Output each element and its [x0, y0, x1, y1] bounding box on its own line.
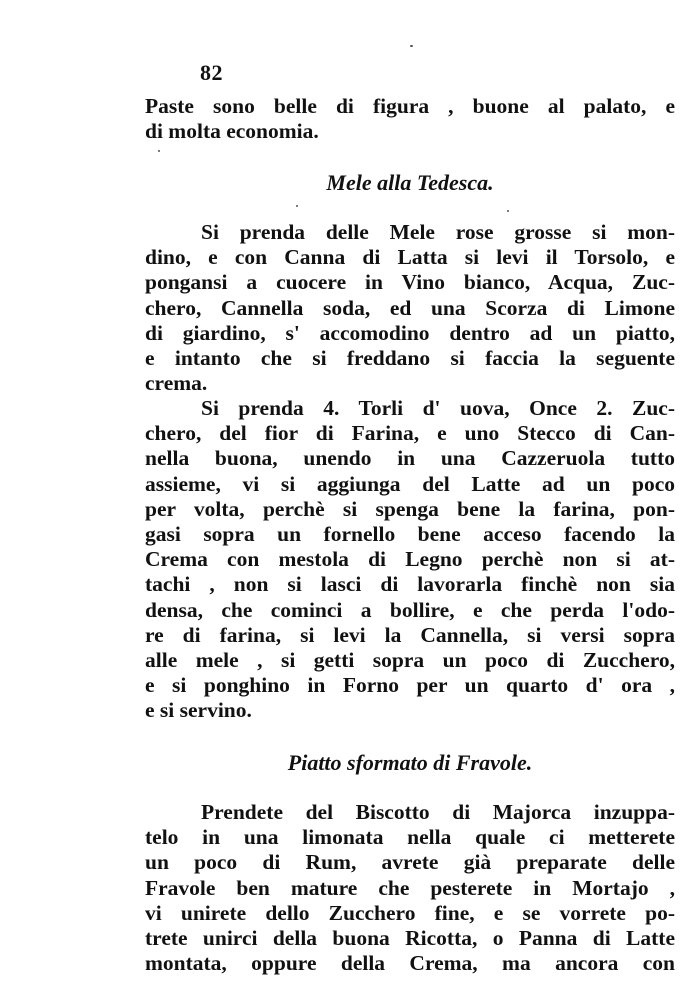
recipe-title-mele-alla-tedesca: Mele alla Tedesca.	[326, 170, 494, 195]
intro-paragraph	[145, 94, 675, 144]
recipe-paragraph	[145, 396, 675, 724]
recipe-title-piatto-sformato-di-fravole: Piatto sformato di Fravole.	[287, 750, 533, 775]
text-line: montata, oppure della Crema, ma ancora con	[145, 951, 675, 976]
text-line: alle mele , si getti sopra un poco di Zucchero,	[145, 648, 675, 673]
text-line: vi unirete dello Zucchero fine, e se vorrete po-	[145, 900, 675, 925]
text-line: di molta economia.	[145, 119, 319, 144]
text-line: tachi , non si lasci di lavorarla finchè non sia	[145, 572, 675, 597]
page-number: 82	[200, 60, 223, 85]
text-line: e intanto che si freddano si faccia la seguente	[145, 346, 675, 371]
text-line: e si servino.	[145, 698, 252, 723]
text-line: Crema con mestola di Legno perchè non si at-	[145, 547, 675, 572]
text-line: Si prenda 4. Torli d' uova, Once 2. Zuc-	[201, 396, 675, 420]
text-line: gasi sopra un fornello bene acceso facendo la	[145, 522, 675, 547]
text-line: densa, che cominci a bollire, e che perda l'odo-	[145, 597, 675, 622]
text-line: crema.	[145, 371, 208, 396]
text-line: chero, Cannella soda, ed una Scorza di Limone	[145, 295, 675, 320]
text-line: Fravole ben mature che pesterete in Mortajo ,	[145, 875, 675, 900]
recipe-paragraph	[145, 800, 675, 976]
text-line: telo in una limonata nella quale ci metterete	[145, 825, 675, 850]
text-line: chero, del fior di Farina, e uno Stecco di Can-	[145, 421, 675, 446]
text-line: di giardino, s' accomodino dentro ad un piatto,	[145, 320, 675, 345]
print-speck	[507, 210, 509, 212]
text-line: dino, e con Canna di Latta si levi il Torsolo, e	[145, 245, 675, 270]
text-line: re di farina, si levi la Cannella, si versi sopra	[145, 622, 675, 647]
text-line: trete unirci della buona Ricotta, o Panna di Latte	[145, 926, 675, 951]
recipe-paragraph	[145, 220, 675, 396]
text-line: un poco di Rum, avrete già preparate delle	[145, 850, 675, 875]
print-speck	[296, 205, 298, 207]
text-line: nella buona, unendo in una Cazzeruola tutto	[145, 446, 675, 471]
print-speck	[158, 150, 160, 152]
print-speck	[410, 45, 413, 47]
text-line: pongansi a cuocere in Vino bianco, Acqua, Zuc-	[145, 270, 675, 295]
text-line: e si ponghino in Forno per un quarto d' ora ,	[145, 673, 675, 698]
text-line: Prendete del Biscotto di Majorca inzuppa-	[201, 800, 675, 824]
text-line: assieme, vi si aggiunga del Latte ad un poco	[145, 471, 675, 496]
text-line: Paste sono belle di figura , buone al palato, e	[145, 94, 675, 118]
text-line: per volta, perchè si spenga bene la farina, pon-	[145, 496, 675, 521]
text-line: Si prenda delle Mele rose grosse si mon-	[201, 220, 675, 244]
